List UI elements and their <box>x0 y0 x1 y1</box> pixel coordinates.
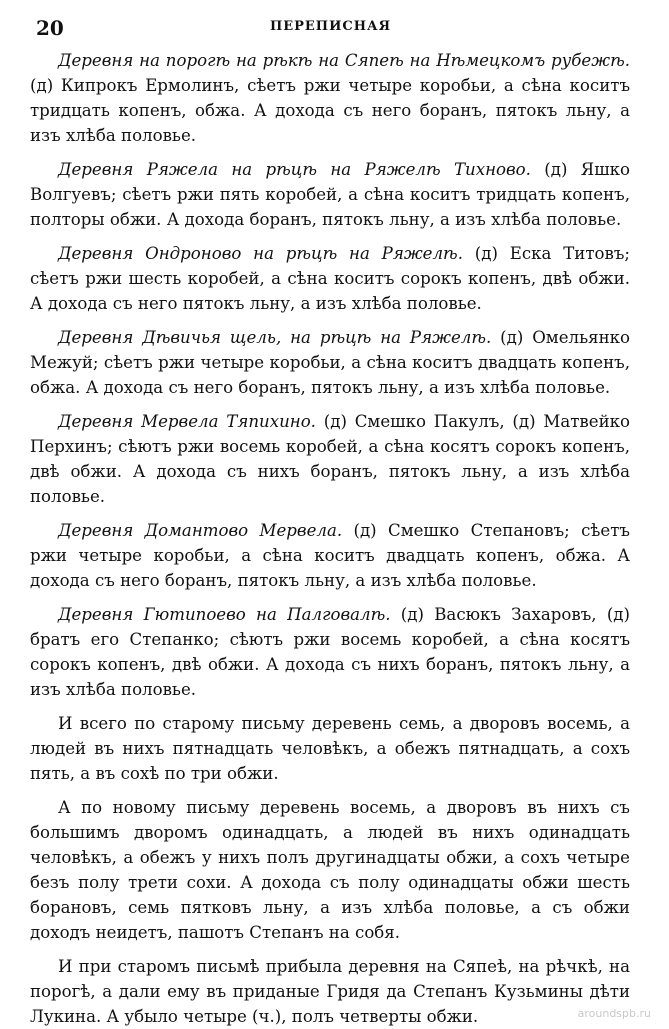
village-heading: Деревня Мервела Тяпихино. <box>58 412 316 431</box>
paragraph <box>30 157 630 232</box>
running-title: ПЕРЕПИСНАЯ <box>269 19 392 34</box>
paragraph-text: А по новому письму деревень восемь, а дворовъ въ нихъ съ большимъ дворомъ одинадцать, а людей въ нихъ одинадцать человѣкъ, а обежъ у нихъ полъ другинадцаты обжи, а сохъ четыре безъ полу трети сохи. А дохода съ полу одинадцаты обжи шесть борановъ, семь пятковъ льну, а изъ хлѣба половье, а съ обжи доходъ неидетъ, пашотъ Степанъ на собя. <box>30 798 630 942</box>
village-heading: Деревня Ондроново на рѣцѣ на Ряжелѣ. <box>58 244 463 263</box>
paragraph-text: И всего по старому письму деревень семь, а дворовъ восемь, а людей въ нихъ пятнадцать человѣкъ, а обежъ пятнадцать, а сохъ пять, а въ сохѣ по три обжи. <box>30 714 630 783</box>
paragraph <box>30 241 630 316</box>
paragraph <box>30 48 630 148</box>
paragraph-text: (д) Смешко Степановъ; сѣетъ ржи четыре коробьи, а сѣна коситъ двадцать копенъ, обжа. А дохода съ него боранъ, пятокъ льну, а изъ хлѣба половье. <box>30 521 630 590</box>
paragraph-text: (д) Еска Титовъ; сѣетъ ржи шесть коробей, а сѣна коситъ сорокъ копенъ, двѣ обжи. А дохода съ него пятокъ льну, а изъ хлѣба половье. <box>30 244 630 313</box>
paragraph <box>30 518 630 593</box>
page-header <box>30 10 631 48</box>
paragraph-text: (д) Яшко Волгуевъ; сѣетъ ржи пять коробей, а сѣна коситъ тридцать копенъ, полторы обжи. А дохода боранъ, пятокъ льну, а изъ хлѣба половье. <box>30 160 630 229</box>
watermark: aroundspb.ru <box>577 1007 651 1020</box>
village-heading: Деревня на порогѣ на рѣкѣ на Сяпеѣ на Нѣмецкомъ рубежѣ. <box>58 51 630 70</box>
paragraph-text: И при старомъ письмѣ прибыла деревня на Сяпеѣ, на рѣчкѣ, на порогѣ, а дали ему въ приданые Гридя да Степанъ Кузьмины дѣти Лукина. А убыло четыре (ч.), полъ четверты обжи. <box>30 957 630 1026</box>
village-heading: Деревня Домантово Мервела. <box>58 521 343 540</box>
village-heading: Деревня Гютипоево на Палговалѣ. <box>58 605 391 624</box>
body-text <box>30 48 630 1029</box>
summary-paragraph-old <box>30 711 630 786</box>
summary-paragraph-new <box>30 795 630 945</box>
paragraph <box>30 325 630 400</box>
village-heading: Деревня Дѣвичья щель, на рѣцѣ на Ряжелѣ. <box>58 328 492 347</box>
page-number: 20 <box>36 16 64 40</box>
paragraph-text: (д) Смешко Пакулъ, (д) Матвейко Перхинъ; сѣютъ ржи восемь коробей, а сѣна косятъ сорокъ копенъ, двѣ обжи. А дохода съ нихъ боранъ, пятокъ льну, а изъ хлѣба половье. <box>30 412 631 506</box>
paragraph <box>30 602 630 702</box>
paragraph <box>30 409 630 509</box>
paragraph-text: (д) Васюкъ Захаровъ, (д) братъ его Степанко; сѣютъ ржи восемь коробей, а сѣна косятъ сорокъ копенъ, двѣ обжи. А дохода съ нихъ боранъ, пятокъ льну, а изъ хлѣба половье. <box>30 605 630 699</box>
paragraph-text: (д) Омельянко Межуй; сѣетъ ржи четыре коробьи, а сѣна коситъ двадцать копенъ, обжа. А дохода съ него боранъ, пятокъ льну, а изъ хлѣба половье. <box>30 328 630 397</box>
paragraph-text: (д) Кипрокъ Ермолинъ, сѣетъ ржи четыре коробьи, а сѣна коситъ тридцать копенъ, обжа. А дохода съ него боранъ, пятокъ льну, а изъ хлѣба половье. <box>30 76 630 145</box>
closing-paragraph <box>30 954 630 1029</box>
village-heading: Деревня Ряжела на рѣцѣ на Ряжелѣ Тихново. <box>58 160 531 179</box>
